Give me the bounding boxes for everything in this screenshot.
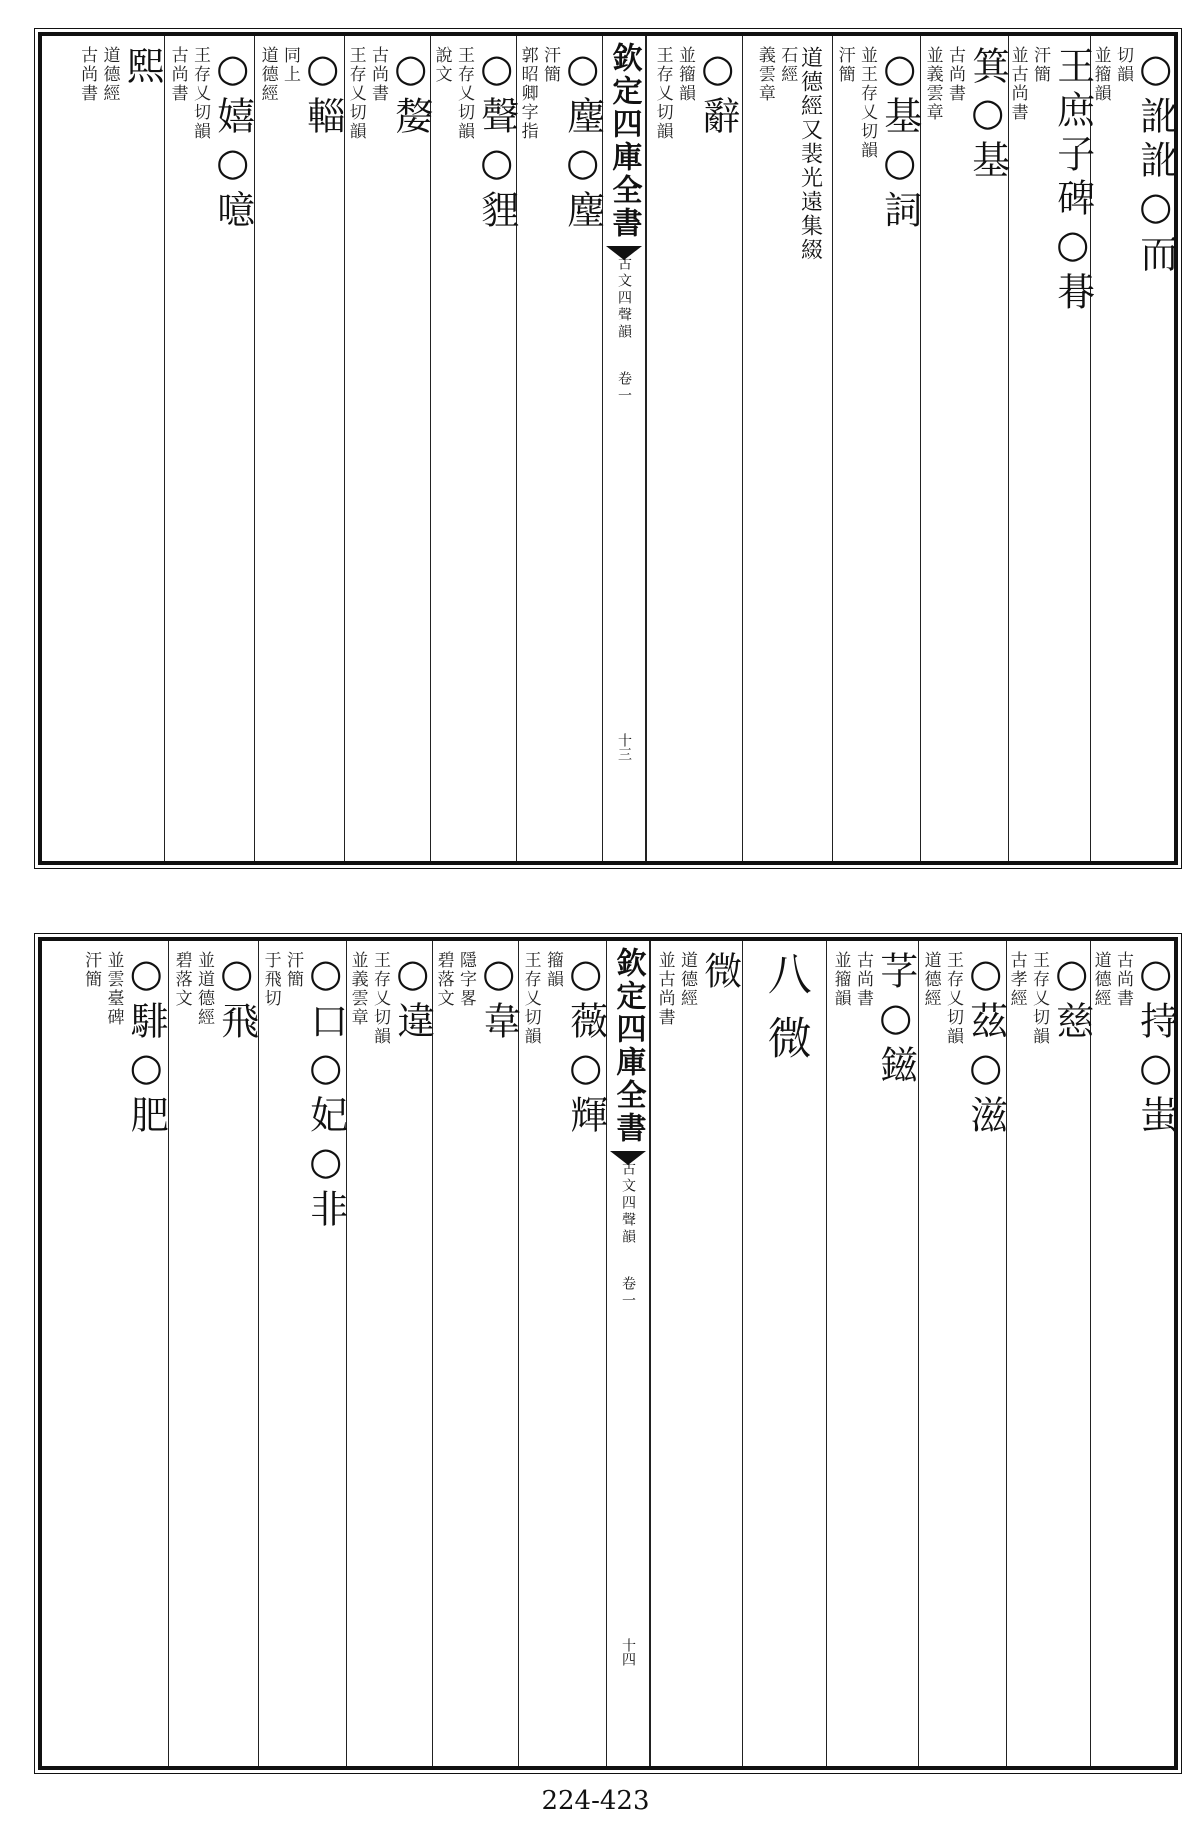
column xyxy=(164,36,254,861)
lower-page-panel xyxy=(38,937,1178,1770)
annotation: 籀韻 xyxy=(543,951,564,989)
column xyxy=(918,941,1006,1766)
column xyxy=(832,36,920,861)
annotation: 並籀韻 xyxy=(830,951,851,1008)
annotation: 並籀韻 xyxy=(675,46,696,103)
glyph-text: ○口○妃○非 xyxy=(303,951,348,1233)
column xyxy=(518,941,606,1766)
center-margin xyxy=(606,941,650,1766)
glyph-text: ○麈○麈 xyxy=(560,46,605,234)
annotation: 王存乂切韻 xyxy=(345,46,366,141)
annotation: 義雲章 xyxy=(754,46,775,103)
section-label: 古文四聲韻 xyxy=(616,256,632,341)
glyph-text: ○訛訛○而 xyxy=(1133,46,1178,278)
annotation: 汗簡 xyxy=(834,46,855,84)
annotation: 郭昭卿字指 xyxy=(517,46,538,141)
annotation: 並道德經 xyxy=(194,951,215,1027)
annotation: 于飛切 xyxy=(260,951,281,1008)
annotation: 王存乂切韻 xyxy=(454,46,475,141)
annotation: 同上 xyxy=(280,46,301,84)
glyph-text: 王庶子碑○朞 xyxy=(1050,46,1095,316)
glyph-text: ○基○詞 xyxy=(877,46,922,234)
annotation: 古孝經 xyxy=(1006,951,1027,1008)
section-label: 古文四聲韻 xyxy=(620,1161,636,1246)
glyph-text: ○違 xyxy=(390,951,435,1045)
column xyxy=(646,36,742,861)
column xyxy=(742,36,832,861)
column xyxy=(1006,941,1094,1766)
glyph-text: 道德經又裴光遠集綴 xyxy=(797,46,823,262)
section-heading: 八微 xyxy=(759,951,811,1079)
leaf-number: 十三 xyxy=(616,733,632,761)
annotation: 古尚書 xyxy=(167,46,188,103)
column xyxy=(254,36,344,861)
center-margin xyxy=(602,36,646,861)
column xyxy=(1090,941,1178,1766)
annotation: 並籀韻 xyxy=(1090,46,1111,103)
annotation: 王存乂切韻 xyxy=(1029,951,1050,1046)
glyph-text: ○輜 xyxy=(300,46,345,140)
annotation: 說文 xyxy=(431,46,452,84)
annotation: 汗簡 xyxy=(1030,46,1051,84)
glyph-text: ○辭 xyxy=(695,46,740,140)
annotation: 碧落文 xyxy=(433,951,454,1008)
upper-columns xyxy=(42,36,1178,861)
annotation: 王存乂切韻 xyxy=(943,951,964,1046)
annotation: 古尚書 xyxy=(77,46,98,103)
annotation: 並義雲章 xyxy=(922,46,943,122)
book-title: 欽定四庫全書 xyxy=(606,42,642,240)
annotation: 並古尚書 xyxy=(654,951,675,1027)
glyph-text: ○韋 xyxy=(476,951,521,1045)
column xyxy=(1090,36,1178,861)
column xyxy=(742,941,826,1766)
glyph-text: 芓○鎡 xyxy=(873,951,918,1089)
annotation: 王存乂切韻 xyxy=(520,951,541,1046)
annotation: 並古尚書 xyxy=(1007,46,1028,122)
column xyxy=(826,941,918,1766)
column xyxy=(432,941,521,1766)
annotation: 切韻 xyxy=(1113,46,1134,84)
annotation: 汗簡 xyxy=(81,951,102,989)
glyph-text: ○慈 xyxy=(1049,951,1094,1045)
column xyxy=(920,36,1008,861)
volume-label: 卷一 xyxy=(616,371,632,405)
column xyxy=(74,36,164,861)
annotation: 古尚書 xyxy=(853,951,874,1008)
column xyxy=(516,36,605,861)
annotation: 王存乂切韻 xyxy=(190,46,211,141)
annotation: 並義雲章 xyxy=(347,951,368,1027)
glyph-text: ○嬉○噫 xyxy=(210,46,255,234)
glyph-text: 微 xyxy=(697,951,742,995)
annotation: 碧落文 xyxy=(171,951,192,1008)
annotation: 道德經 xyxy=(920,951,941,1008)
book-title: 欽定四庫全書 xyxy=(610,947,646,1145)
leaf-number: 十四 xyxy=(620,1638,636,1666)
glyph-text: ○飛 xyxy=(214,951,259,1045)
annotation: 汗簡 xyxy=(540,46,561,84)
upper-page-panel xyxy=(38,32,1178,865)
glyph-text: ○嫠 xyxy=(388,46,433,140)
glyph-text: ○聲○貍 xyxy=(474,46,519,234)
annotation: 石經 xyxy=(777,46,798,84)
annotation: 道德經 xyxy=(99,46,120,103)
annotation: 隱字畧 xyxy=(456,951,477,1008)
column xyxy=(258,941,346,1766)
lower-columns xyxy=(42,941,1178,1766)
volume-label: 卷一 xyxy=(620,1276,636,1310)
annotation: 並王存乂切韻 xyxy=(857,46,878,160)
annotation: 並雲臺碑 xyxy=(103,951,124,1027)
glyph-text: 箕○基 xyxy=(965,46,1010,184)
annotation: 王存乂切韻 xyxy=(370,951,391,1046)
annotation: 古尚書 xyxy=(368,46,389,103)
annotation: 道德經 xyxy=(257,46,278,103)
glyph-text: ○薇○輝 xyxy=(563,951,608,1139)
column xyxy=(430,36,519,861)
column xyxy=(78,941,168,1766)
glyph-text: ○持○蚩 xyxy=(1133,951,1178,1139)
glyph-text: ○茲○滋 xyxy=(963,951,1008,1139)
annotation: 道德經 xyxy=(1090,951,1111,1008)
annotation: 古尚書 xyxy=(1113,951,1134,1008)
annotation: 汗簡 xyxy=(283,951,304,989)
column xyxy=(1007,36,1095,861)
column xyxy=(346,941,435,1766)
annotation: 古尚書 xyxy=(945,46,966,103)
glyph-text: ○騑○肥 xyxy=(124,951,169,1139)
column xyxy=(344,36,433,861)
column xyxy=(168,941,258,1766)
column xyxy=(650,941,742,1766)
glyph-text: 熙 xyxy=(120,46,165,90)
annotation: 王存乂切韻 xyxy=(652,46,673,141)
page-number: 224-423 xyxy=(541,1786,650,1816)
annotation: 道德經 xyxy=(677,951,698,1008)
